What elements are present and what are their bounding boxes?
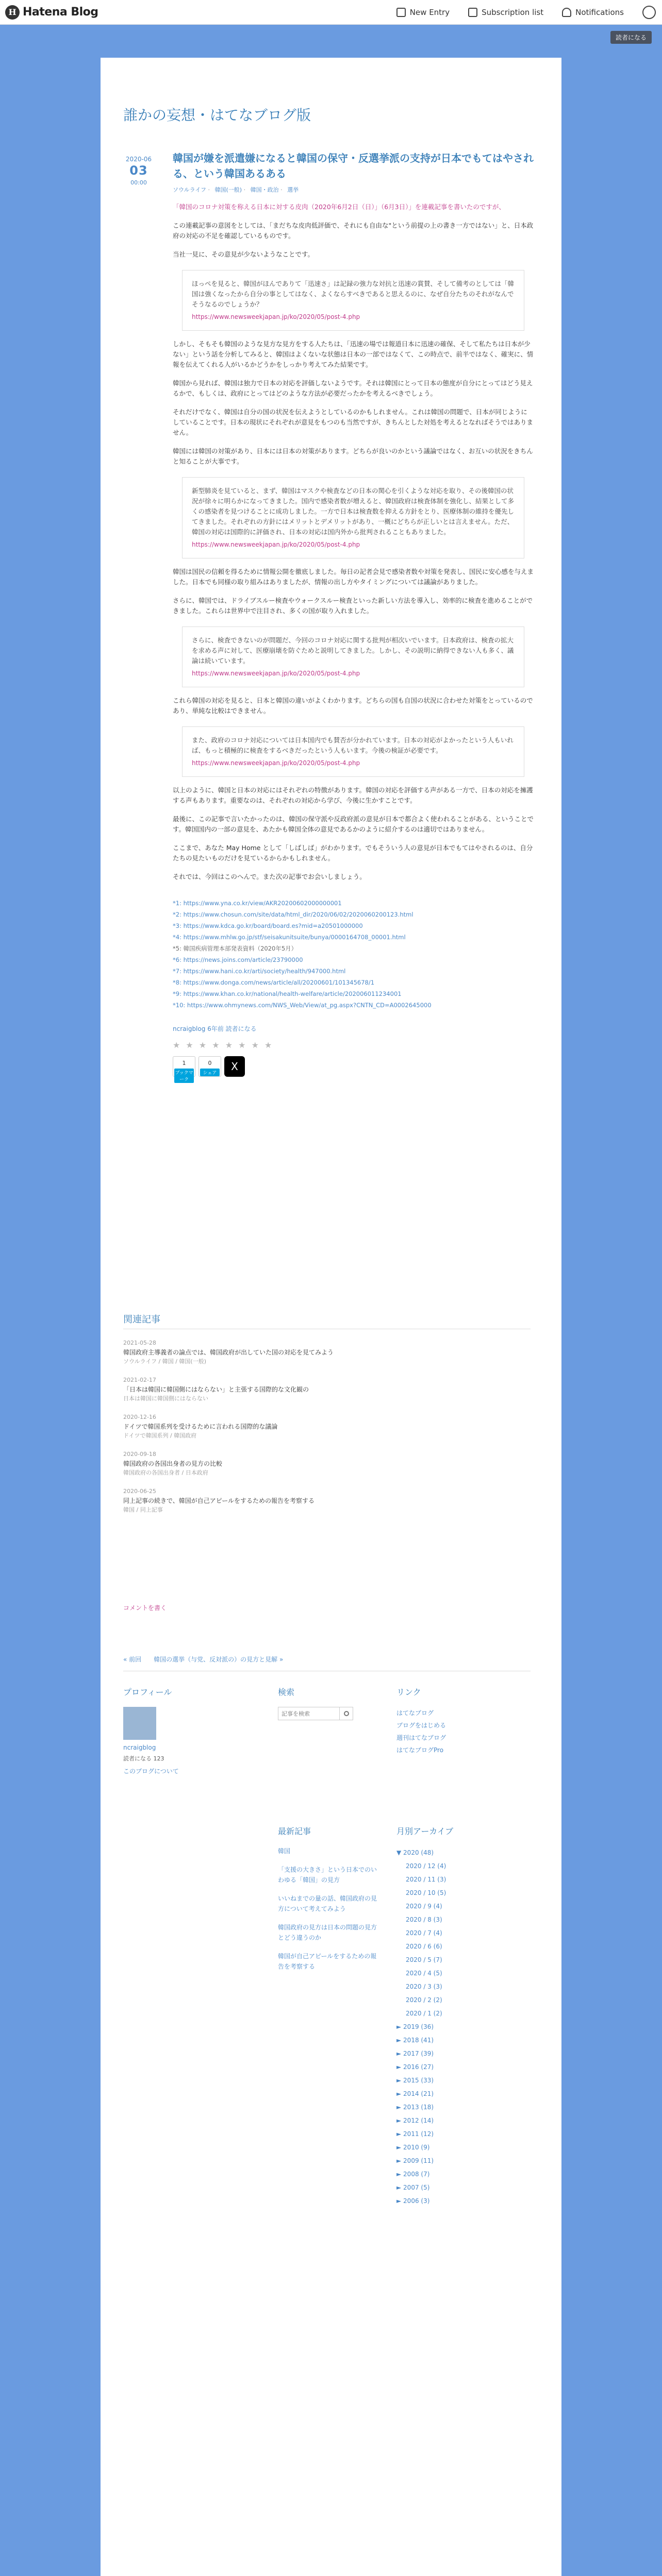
related-title[interactable]: 韓国政府の各国出身者の見方の比較 [123,1460,223,1467]
category-link[interactable]: 選挙 [287,187,299,193]
archive-item[interactable]: ► 2011 (12) [396,2130,434,2138]
related-title[interactable]: 同上記事の続きで、韓国が自己アピールをするための報告を考察する [123,1497,315,1504]
archive-item[interactable]: 2020 / 4 (5) [406,1970,442,1977]
related-summary: ドイツで韓国系列 / 韓国政府 [123,1432,197,1439]
blockquote [182,477,524,558]
archive-item[interactable]: ► 2019 (36) [396,2023,434,2030]
related-date: 2020-06-25 [123,1488,156,1495]
user-icon [642,6,656,19]
archive-list [396,1846,510,2208]
star-list[interactable] [173,1040,534,1050]
footnote-link[interactable]: *2: https://www.chosun.com/site/data/html_dir/2020/06/02/2020060200123.html [173,911,413,918]
blockquote [182,726,524,777]
subscribe-button[interactable]: 読者になる [610,31,652,44]
entry-body [173,150,534,1082]
links-module [396,1686,510,1756]
archive-item[interactable]: ► 2013 (18) [396,2104,434,2111]
archive-item[interactable]: 2020 / 6 (6) [406,1943,442,1950]
bell-icon [562,8,571,17]
list-icon [468,8,477,17]
archive-item[interactable]: ▼ 2020 (48) [396,1849,434,1856]
entry-paragraph: これら韓国の対応を見ると、日本と韓国の違いがよくわかります。どちらの国も自国の状況に合わせた対策をとっているのであり、単純な比較はできません。 [173,697,533,715]
entry-date[interactable] [123,156,154,186]
archive-item[interactable]: 2020 / 7 (4) [406,1929,442,1937]
search-input[interactable] [278,1707,340,1720]
entry-paragraph: 韓国は国民の信頼を得るために情報公開を徹底しました。毎日の記者会見で感染者数や対策を発表し、国民に安心感を与えました。日本でも同様の取り組みはありましたが、情報の出し方やタイミングについては議論がありました。 [173,568,534,586]
blockquote [182,626,524,687]
sidebar-link[interactable]: はてなブログ [396,1709,434,1717]
archive-item[interactable]: ► 2007 (5) [396,2184,430,2191]
related-title[interactable]: 「日本は韓国に韓国側にはならない」と主張する国際的な文化観の [123,1386,309,1393]
archive-item[interactable]: ► 2018 (41) [396,2037,434,2044]
blockquote-text: ほっぺを見ると、韓国がほんでありて「迅速さ」は記録の強力な対抗と迅速の賞賛、そして備考のとしては「韓国は強くなったから自分の事としてはなく、よくならすべきであると思えるのに、なぜ自分たちのそれがなんでそうなるのでしょうか？ [192,280,515,308]
archive-item[interactable]: ► 2009 (11) [396,2157,434,2164]
related-summary: 韓国 / 同上記事 [123,1506,163,1513]
entry-date-day: 03 [129,163,148,178]
entry-paragraph: 「韓国のコロナ対策を称える日本に対する皮肉（2020年6月2日（日）」（6月3日）」を連載記事を書いたのですが、 [173,203,505,211]
related-summary: 日本は韓国に韓国側にはならない [123,1395,208,1402]
related-item[interactable] [123,1450,531,1478]
blog-container [101,58,561,2576]
entry-paragraph: 当社一見に、その意見が少ないようなことです。 [173,250,315,258]
about-blog-link[interactable]: このブログについて [123,1768,179,1775]
entry-permalink[interactable]: 6年前 [207,1025,224,1032]
recent-entries-module [278,1825,381,1980]
share-label: シェア [200,1069,220,1076]
avatar[interactable] [123,1707,156,1740]
top-nav [378,0,656,25]
entry-paragraph: 韓国には韓国の対策があり、日本には日本の対策があります。どちらが良いのかという議論ではなく、お互いの状況をきちんと知ることが大事です。 [173,447,533,465]
entry-paragraph: ここまで、あなた May Home として「しばしば」がわかります。でもそういう人の意見が日本でもてはやされるのは、自分たちの見たいものだけを見ているからかもしれません。 [173,844,533,862]
search-heading: 検索 [278,1687,295,1697]
star-icon: ★ ★ ★ ★ ★ ★ ★ ★ [173,1040,274,1050]
hatena-logo[interactable] [5,0,98,25]
footnote-link[interactable]: *1: https://www.yna.co.kr/view/AKR20200602000000001 [173,900,342,907]
entry-paragraph: それだけでなく、韓国は自分の国の状況を伝えようとしているのかもしれません。これは韓国の問題で、日本が同じようにしていることです。日本の現状にそれぞれが意見をもつのも当然ですが、きちんとした対処を考えるとなればそうではありません。 [173,408,534,436]
footnote-link[interactable]: *9: https://www.khan.co.kr/national/health-welfare/article/202006011234001 [173,990,402,997]
archive-item[interactable]: ► 2016 (27) [396,2063,434,2071]
profile-module [123,1686,221,1775]
footnote-link[interactable]: *6: https://news.joins.com/article/23790000 [173,956,303,963]
entry-paragraph: しかし、そもそも韓国のような見方な見方をする人たちは、「迅速の場では報道日本に迅速の確保、そして私たちは日本が少ない」という話を分析してみると、韓国はよくないな状態は日本の一部ではなくて、この時点で、前半ではなく、確実に、情報を伝えてくれる人がいるかどうかをしっかり考えてみた結果です。 [173,340,534,368]
blockquote-source-link[interactable]: https://www.newsweekjapan.jp/ko/2020/05/post-4.php [192,313,360,320]
archive-item[interactable]: 2020 / 2 (2) [406,1996,442,2004]
blockquote-source-link[interactable]: https://www.newsweekjapan.jp/ko/2020/05/post-4.php [192,670,360,677]
bookmark-count: 1 [182,1060,186,1066]
related-item[interactable] [123,1338,531,1366]
sidebar-link[interactable]: ブログをはじめる [396,1722,446,1729]
profile-name[interactable]: ncraigblog [123,1744,156,1751]
footnote-link[interactable]: *4: https://www.mhlw.go.jp/stf/seisakunitsuite/bunya/0000164708_00001.html [173,934,406,941]
facebook-share-button[interactable] [198,1056,221,1077]
entry-footer-meta [173,1024,534,1033]
related-item[interactable] [123,1413,531,1440]
entry-date-year: 2020-06 [125,156,152,163]
archive-item[interactable]: 2020 / 11 (3) [406,1876,446,1883]
blockquote-text: さらに、検査できないのが問題だ、今回のコロナ対応に関する批判が相次いでいます。日本政府は、検査の拡大を求める声に対して、医療崩壊を防ぐためと説明してきました。しかし、その説明に納得できない人も多く、議論は続いています。 [192,636,514,665]
related-item[interactable] [123,1487,531,1515]
archive-item[interactable]: 2020 / 3 (3) [406,1983,442,1990]
sidebar-link[interactable]: はてなブログPro [396,1747,444,1754]
archive-item[interactable]: ► 2017 (39) [396,2050,434,2057]
related-summary: 韓国政府の各国出身者 / 日本政府 [123,1469,208,1476]
notifications-button[interactable] [562,8,624,17]
recent-entry-link[interactable]: 「支援の大きさ」という日本でのいわゆる「韓国」の見方 [278,1866,377,1884]
links-list [396,1707,510,1756]
category-link[interactable]: 韓国・政治 [250,187,279,193]
recent-heading: 最新記事 [278,1826,311,1836]
archive-item[interactable]: 2020 / 8 (3) [406,1916,442,1923]
hatena-bookmark-button[interactable] [173,1056,195,1082]
archive-item[interactable]: 2020 / 1 (2) [406,2010,442,2017]
related-item[interactable] [123,1376,531,1403]
blockquote-source-link[interactable]: https://www.newsweekjapan.jp/ko/2020/05/post-4.php [192,759,360,767]
hatena-logo-text: Hatena Blog [23,6,98,19]
subscription-label: Subscription list [482,8,544,17]
footnote-link[interactable]: *3: https://www.kdca.go.kr/board/board.es?mid=a20501000000 [173,922,363,929]
entry-paragraph: この連載記事の意図をとしては、「まだちな皮肉低評価で、それにも自由な"という前提の上の書き一方ではない」と、日本政府の対応の不足を確認しているものです。 [173,222,534,240]
archive-item[interactable]: 2020 / 12 (4) [406,1862,446,1870]
recent-entry-link[interactable]: 韓国が自己アピールをするための報告を考察する [278,1953,377,1970]
category-link[interactable]: 韓国(一般) [214,187,242,193]
write-comment-link[interactable]: コメントを書く [123,1604,167,1612]
notifications-label: Notifications [575,8,624,17]
subscription-list-button[interactable] [468,8,543,17]
bookmark-label: ブックマーク [174,1069,194,1083]
search-module [278,1686,381,1720]
blockquote-source-link[interactable]: https://www.newsweekjapan.jp/ko/2020/05/post-4.php [192,541,360,548]
recent-list [278,1846,381,1972]
archive-item[interactable]: ► 2010 (9) [396,2144,430,2151]
recent-entry-link[interactable]: 韓国政府の見方は日本の問題の見方とどう違うのか [278,1924,377,1941]
related-date: 2020-12-16 [123,1414,156,1420]
recent-entry-link[interactable]: いいねまでの量の話、韓国政府の見方について考えてみよう [278,1895,377,1912]
footnote-text: *5: 韓国疾病管理本部発表資料（2020年5月） [173,945,297,952]
entry-title[interactable]: 韓国が嫌を派遣嫌になると韓国の保守・反選挙派の支持が日本でもてはやされる、という韓国あるある [173,152,534,180]
archive-item[interactable]: ► 2006 (3) [396,2197,430,2205]
related-entries [123,1312,531,1515]
footnotes [173,897,534,1011]
entry-categories: ソウルライフ · 韓国(一般) · 韓国・政治 · 選挙 [173,187,299,193]
blockquote [182,270,524,331]
archive-item[interactable]: ► 2012 (14) [396,2117,434,2124]
entry-date-time: 00:00 [130,179,147,186]
user-menu-button[interactable] [642,6,656,19]
related-heading: 関連記事 [123,1312,531,1329]
footnote-link[interactable]: *10: https://www.ohmynews.com/NWS_Web/View/at_pg.aspx?CNTN_CD=A0002645000 [173,1002,432,1009]
entry-paragraph: 韓国から見れば、韓国は独力で日本の対応を評価しないようです。それは韓国にとって日本の態度が自分にとってはどう見えるかで、もしくは、政府にとってはどのような方法が必要だったかを考えるべきでしょう。 [173,379,533,397]
archive-item[interactable]: 2020 / 10 (5) [406,1889,446,1896]
share-count: 0 [208,1060,212,1066]
entry-paragraph: 以上のように、韓国と日本の対応にはそれぞれの特徴があります。韓国の対応を評価する声がある一方で、日本の対応を擁護する声もあります。重要なのは、それぞれの対応から学び、今後に生かすことです。 [173,786,533,804]
pencil-icon [396,8,406,17]
x-share-button[interactable]: X [224,1056,245,1077]
sidebar-link[interactable]: 週刊はてなブログ [396,1734,446,1741]
related-summary: ソウルライフ / 韓国 / 韓国(一般) [123,1358,206,1365]
author-link[interactable]: ncraigblog [173,1025,206,1032]
subscribe-link[interactable]: 読者になる [225,1025,257,1032]
entry-paragraph: さらに、韓国では、ドライブスルー検査やウォークスルー検査といった新しい方法を導入し、効率的に検査を進めることができました。これらは世界中で注目され、多くの国が取り入れました。 [173,597,533,615]
blockquote-text: また、政府のコロナ対応については日本国内でも賛否が分かれています。日本の対応がよかったという人もいれば、もっと積極的に検査をするべきだったという人もいます。今後の検証が必要です。 [192,736,514,754]
blog-title[interactable]: 誰かの妄想・はてなブログ版 [123,107,311,124]
search-form [278,1707,381,1720]
subscriber-badge[interactable]: 読者になる 123 [123,1755,164,1762]
share-buttons [173,1056,534,1082]
archive-heading: 月別アーカイブ [396,1826,454,1836]
footnote-link[interactable]: *8: https://www.donga.com/news/article/all/20200601/101345678/1 [173,979,375,986]
related-date: 2020-09-18 [123,1451,156,1458]
archive-item[interactable]: ► 2014 (21) [396,2090,434,2097]
hatena-logo-icon: H [5,5,20,20]
profile-heading: プロフィール [123,1687,172,1697]
archive-module [396,1825,510,2208]
related-date: 2021-02-17 [123,1377,156,1383]
links-heading: リンク [396,1687,421,1697]
new-entry-label: New Entry [409,8,450,17]
entry-pager[interactable]: « 前回 韓国の選挙（与党、反対派の）の見方と見解 » [123,1655,531,1671]
category-link[interactable]: ソウルライフ [173,187,207,193]
entry-paragraph: 最後に、この記事で言いたかったのは、韓国の保守派や反政府派の意見が日本で都合よく使われることがある、ということです。韓国国内の一部の意見を、あたかも韓国全体の意見であるかのように紹介するのは適切ではありません。 [173,815,534,833]
archive-item[interactable]: ► 2008 (7) [396,2171,430,2178]
search-icon [344,1711,349,1716]
related-title[interactable]: ドイツで韓国系列を受けるために言われる国際的な議論 [123,1423,278,1430]
footnote-link[interactable]: *7: https://www.hani.co.kr/arti/society/health/947000.html [173,968,346,975]
search-button[interactable] [340,1707,353,1720]
related-date: 2021-05-28 [123,1340,156,1346]
related-title[interactable]: 韓国政府主導義者の論点では、韓国政府が出していた国の対応を見てみよう [123,1349,334,1356]
entry-paragraph: それでは、今回はこのへんで。また次の記事でお会いしましょう。 [173,873,366,880]
new-entry-button[interactable] [396,8,450,17]
top-bar [0,0,662,25]
archive-item[interactable]: 2020 / 5 (7) [406,1956,442,1963]
recent-entry-link[interactable]: 韓国 [278,1848,291,1855]
blockquote-text: 新型肺炎を見ていると、まず、韓国はマスクや検査などの日本の関心を引くような対応を取り、その後韓国の状況が徐々に明らかになってきました。国内で感染者数が増えると、韓国政府は検査体制を強化し、結果として多くの感染者を見つけることに成功しました。一方で日本は検査数を抑える方針をとり、医療体制の維持を優先してきました。それぞれの方針にはメリットとデメリットがあり、一概にどちらが正しいとは言えません。ただ、韓国の対応は国際的に評価され、日本の対応は国内外から批判されることもありました。 [192,487,515,536]
archive-item[interactable]: 2020 / 9 (4) [406,1903,442,1910]
archive-item[interactable]: ► 2015 (33) [396,2077,434,2084]
